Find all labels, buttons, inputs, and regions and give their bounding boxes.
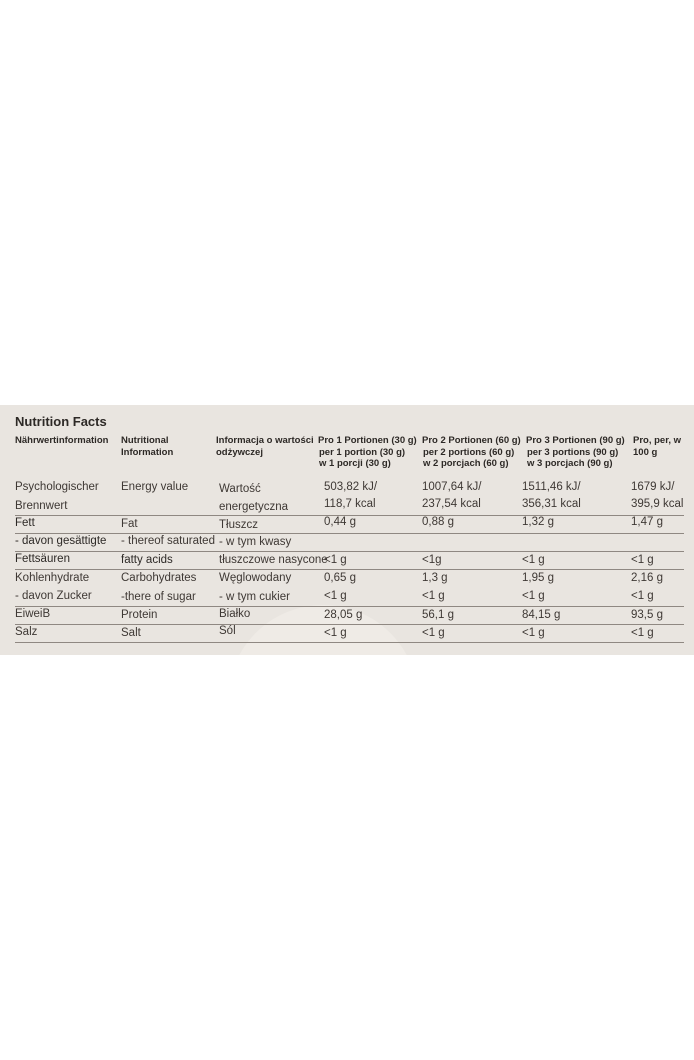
header-portion-2: Pro 2 Portionen (60 g) per 2 portions (60 g) w 2 porcjach (60 g) <box>422 435 521 469</box>
carbs-pl: Węglowodany <box>219 572 292 584</box>
energy-de-2: Brennwert <box>15 500 68 512</box>
fat-pl: Tłuszcz <box>219 519 258 531</box>
divider <box>15 551 684 552</box>
saturated-en: - thereof saturated <box>121 535 215 547</box>
divider <box>15 533 684 534</box>
energy-p1-kcal: 118,7 kcal <box>324 498 376 510</box>
protein-p100: 93,5 g <box>631 609 663 621</box>
energy-p100-kj: 1679 kJ/ <box>631 481 675 493</box>
fatty-acids-p2: <1g <box>422 554 442 566</box>
carbs-en: Carbohydrates <box>121 572 197 584</box>
salt-en: Salt <box>121 627 141 639</box>
header-portion-1: Pro 1 Portionen (30 g) per 1 portion (30 g) w 1 porcji (30 g) <box>318 435 417 469</box>
carbs-p1: 0,65 g <box>324 572 356 584</box>
divider <box>15 624 684 625</box>
fat-p3: 1,32 g <box>522 516 554 528</box>
energy-en: Energy value <box>121 481 189 493</box>
carbs-de: Kohlenhydrate <box>15 572 90 584</box>
decorative-circle <box>228 605 418 655</box>
header-portion-3: Pro 3 Portionen (90 g) per 3 portions (90 g) w 3 porcjach (90 g) <box>526 435 625 469</box>
fatty-acids-p100: <1 g <box>631 554 654 566</box>
header-per-100g: Pro, per, w 100 g <box>633 435 682 458</box>
header-en: Nutritional Information <box>121 435 174 458</box>
energy-pl-2: energetyczna <box>219 501 289 513</box>
protein-pl: Białko <box>219 608 251 620</box>
fatty-acids-p1: <1 g <box>324 554 347 566</box>
energy-de-1: Psychologischer <box>15 481 99 493</box>
energy-pl-1: Wartość <box>219 483 261 495</box>
fat-p1: 0,44 g <box>324 516 356 528</box>
saturated-pl: - w tym kwasy <box>219 536 292 548</box>
nutrition-title: Nutrition Facts <box>15 414 107 429</box>
saturated-de: - davon gesättigte <box>15 535 107 547</box>
sugar-p2: <1 g <box>422 590 445 602</box>
energy-p3-kcal: 356,31 kcal <box>522 498 581 510</box>
carbs-p2: 1,3 g <box>422 572 448 584</box>
salt-p100: <1 g <box>631 627 654 639</box>
energy-p2-kcal: 237,54 kcal <box>422 498 481 510</box>
header-de: Nährwertinformation <box>15 435 109 446</box>
energy-p100-kcal: 395,9 kcal <box>631 498 684 510</box>
protein-en: Protein <box>121 609 158 621</box>
salt-p3: <1 g <box>522 627 545 639</box>
sugar-p100: <1 g <box>631 590 654 602</box>
protein-p1: 28,05 g <box>324 609 363 621</box>
energy-p1-kj: 503,82 kJ/ <box>324 481 378 493</box>
sugar-p3: <1 g <box>522 590 545 602</box>
sugar-p1: <1 g <box>324 590 347 602</box>
sugar-en: -there of sugar <box>121 591 196 603</box>
divider <box>15 606 684 607</box>
protein-p3: 84,15 g <box>522 609 561 621</box>
energy-p2-kj: 1007,64 kJ/ <box>422 481 482 493</box>
protein-de: EiweiB <box>15 608 51 620</box>
salt-de: Salz <box>15 626 38 638</box>
header-pl: Informacja o wartości odżywczej <box>216 435 314 458</box>
fatty-acids-de: Fettsäuren <box>15 553 70 565</box>
fat-p2: 0,88 g <box>422 516 454 528</box>
fatty-acids-p3: <1 g <box>522 554 545 566</box>
fatty-acids-pl: tłuszczowe nasycone <box>219 554 328 566</box>
salt-p1: <1 g <box>324 627 347 639</box>
fatty-acids-en: fatty acids <box>121 554 173 566</box>
fat-p100: 1,47 g <box>631 516 663 528</box>
sugar-pl: - w tym cukier <box>219 591 290 603</box>
nutrition-panel <box>0 405 694 655</box>
fat-en: Fat <box>121 518 138 530</box>
fat-de: Fett <box>15 517 35 529</box>
carbs-p100: 2,16 g <box>631 572 663 584</box>
energy-p3-kj: 1511,46 kJ/ <box>522 481 581 493</box>
salt-p2: <1 g <box>422 627 445 639</box>
divider <box>15 569 684 570</box>
divider <box>15 642 684 643</box>
protein-p2: 56,1 g <box>422 609 454 621</box>
carbs-p3: 1,95 g <box>522 572 554 584</box>
salt-pl: Sól <box>219 625 236 637</box>
sugar-de: - davon Zucker <box>15 590 92 602</box>
